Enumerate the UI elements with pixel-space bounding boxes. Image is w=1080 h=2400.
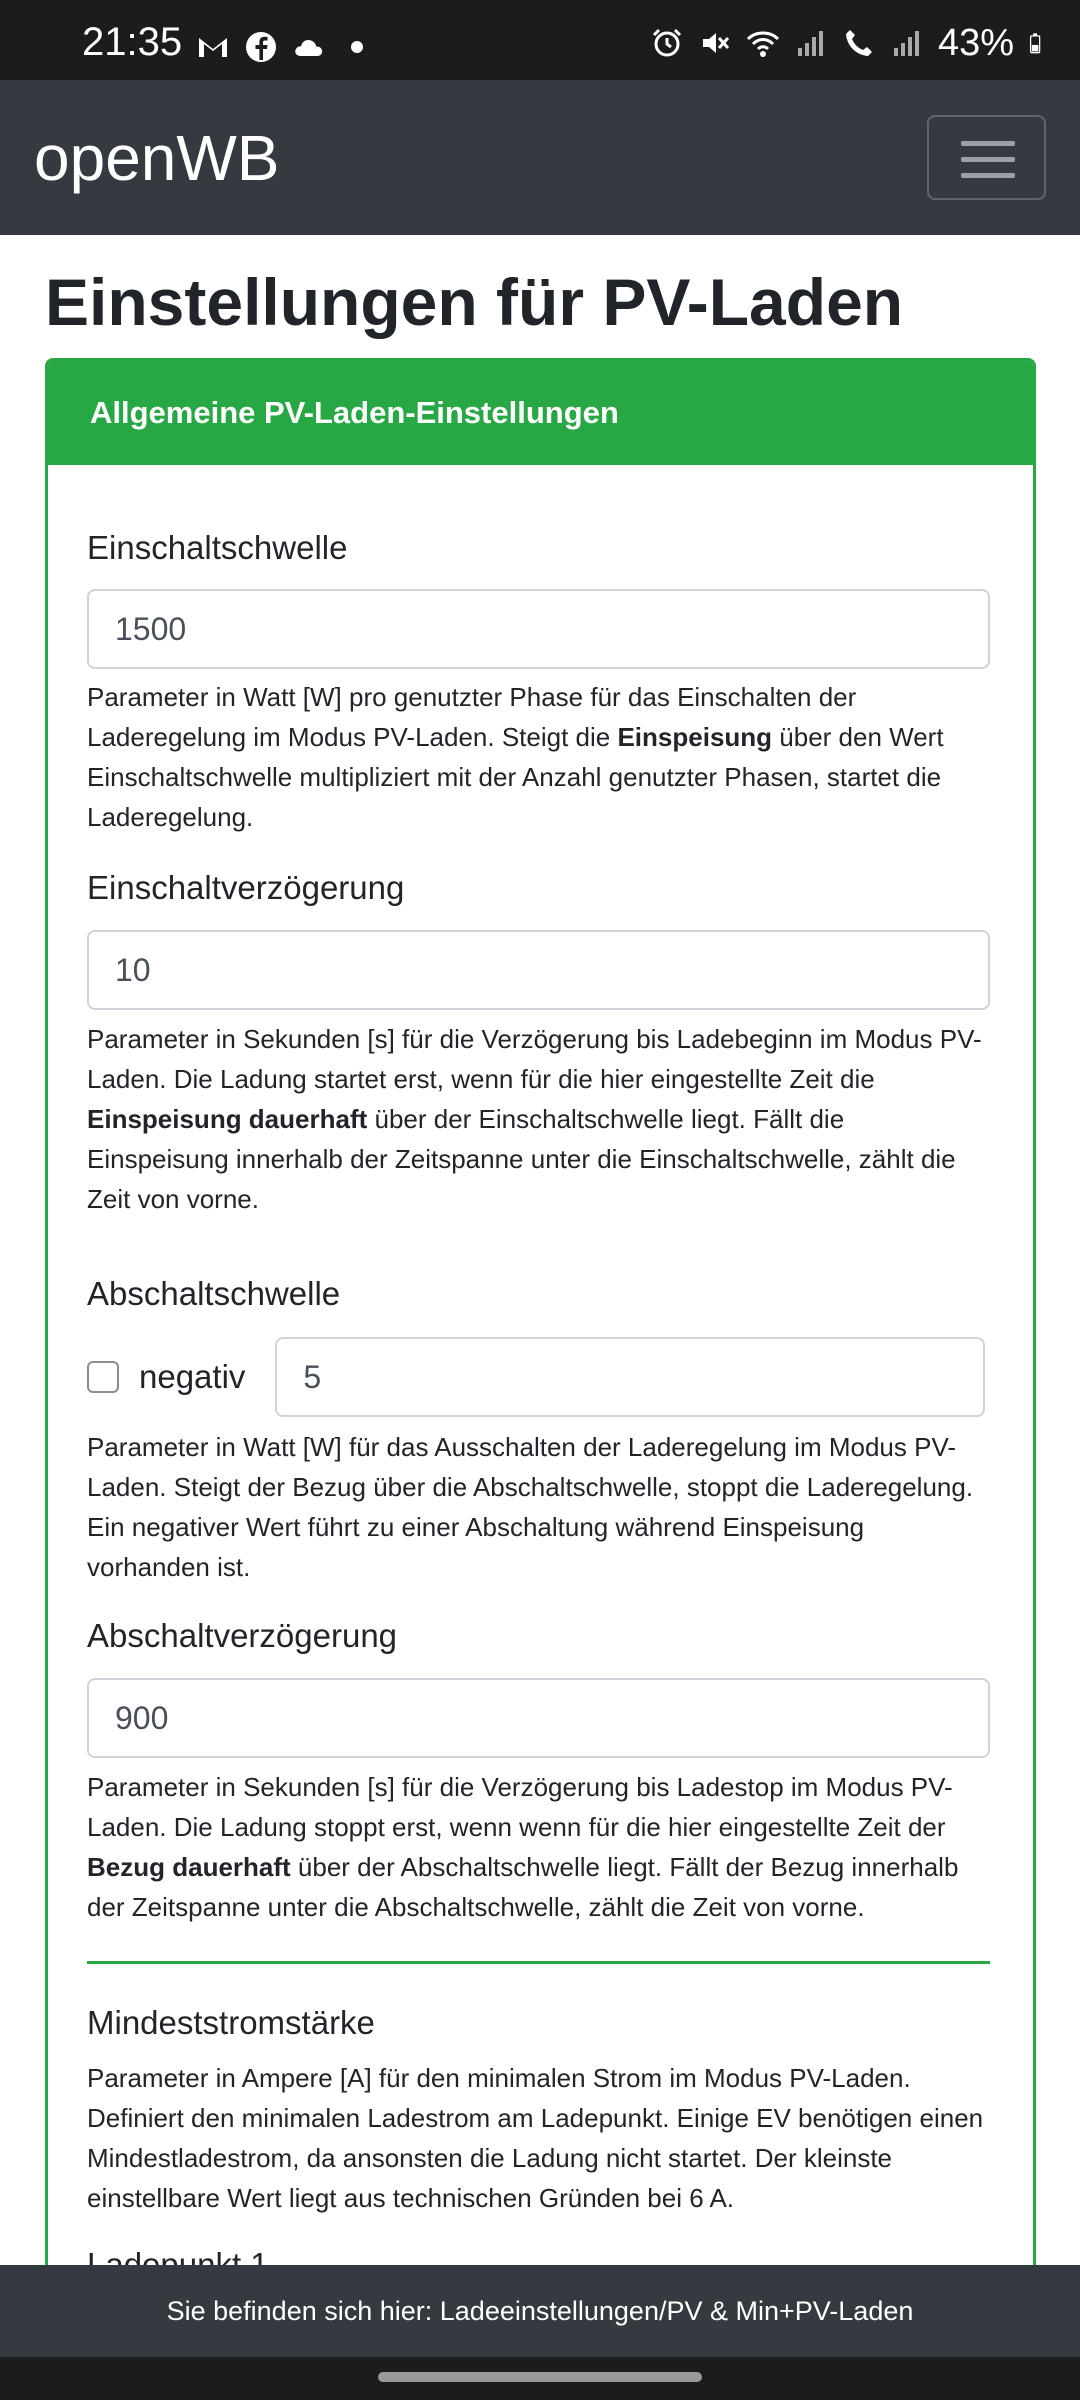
brand-logo[interactable]: openWB bbox=[34, 122, 280, 194]
einschaltverzoegerung-input-wrap bbox=[87, 930, 990, 1010]
wifi-icon bbox=[746, 26, 780, 60]
system-icons bbox=[650, 24, 1050, 62]
abschaltschwelle-group bbox=[87, 1274, 990, 1314]
negativ-checkbox[interactable] bbox=[87, 1361, 119, 1393]
mindeststromstaerke-help: Parameter in Ampere [A] für den minimalen Strom im Modus PV-Laden. Definiert den minimalen Ladestrom am Ladepunkt. Einige EV benötigen einen Mindestladestrom, da ansonsten die Ladung nicht startet. Der kleinste einstellbare Wert liegt aus technischen Gründen bei 6 A. bbox=[87, 2063, 984, 2213]
abschaltverzoegerung-input[interactable] bbox=[87, 1678, 990, 1758]
page-title: Einstellungen für PV-Laden bbox=[45, 265, 904, 339]
einschaltverzoegerung-group bbox=[87, 868, 990, 908]
battery-icon bbox=[1028, 26, 1050, 60]
abschaltschwelle-input[interactable] bbox=[275, 1337, 985, 1417]
top-navbar bbox=[0, 80, 1080, 235]
einschaltverzoegerung-help bbox=[87, 1019, 990, 1219]
facebook-icon bbox=[244, 30, 278, 64]
notification-icons bbox=[196, 30, 374, 64]
abschaltverzoegerung-label: Abschaltverzögerung bbox=[87, 1617, 398, 1654]
einschaltschwelle-label: Einschaltschwelle bbox=[87, 529, 348, 566]
help-text: Parameter in Sekunden [s] für die Verzögerung bis Ladebeginn im Modus PV-Laden. Die Ladung startet erst, wenn für die hier eingestellte Zeit die bbox=[87, 1024, 982, 1094]
abschaltverzoegerung-group bbox=[87, 1616, 990, 1656]
signal-icon-2 bbox=[890, 26, 924, 60]
help-text: Parameter in Sekunden [s] für die Verzögerung bis Ladestop im Modus PV-Laden. Die Ladung stoppt erst, wenn wenn für die hier eingestellte Zeit der bbox=[87, 1772, 953, 1842]
dot-icon bbox=[340, 30, 374, 64]
hamburger-icon-bottom bbox=[961, 173, 1015, 178]
wifi-call-icon bbox=[842, 26, 876, 60]
section-divider bbox=[87, 1961, 990, 1964]
einschaltschwelle-input[interactable] bbox=[87, 589, 990, 669]
einschaltschwelle-input-wrap bbox=[87, 589, 990, 669]
mindeststromstaerke-label: Mindeststromstärke bbox=[87, 2004, 375, 2041]
breadcrumb-footer: Sie befinden sich hier: Ladeeinstellungen/PV & Min+PV-Laden bbox=[0, 2265, 1080, 2357]
hamburger-icon-middle bbox=[961, 157, 1015, 162]
status-time: 21:35 bbox=[82, 20, 183, 64]
card-header: Allgemeine PV-Laden-Einstellungen bbox=[48, 361, 1033, 465]
abschaltschwelle-help: Parameter in Watt [W] für das Ausschalten der Laderegelung im Modus PV-Laden. Steigt der Bezug über die Abschaltschwelle, stoppt die Laderegelung. Ein negativer Wert führt zu einer Abschaltung während Einspeisung vorhanden ist. bbox=[87, 1432, 974, 1582]
help-text: über den Wert Einschaltschwelle multipliziert mit der Anzahl genutzter Phasen, startet die Laderegelung. bbox=[87, 722, 944, 832]
einschaltverzoegerung-input[interactable] bbox=[87, 930, 990, 1010]
mindeststromstaerke-group bbox=[87, 2003, 990, 2043]
help-text: über der Abschaltschwelle liegt. Fällt der Bezug innerhalb der Zeitspanne unter die Abschaltschwelle, zählt die Zeit von vorne. bbox=[87, 1852, 959, 1922]
hamburger-icon bbox=[961, 141, 1015, 146]
abschaltverzoegerung-help bbox=[87, 1767, 990, 1927]
alarm-icon bbox=[650, 26, 684, 60]
help-bold: Einspeisung dauerhaft bbox=[87, 1104, 368, 1134]
negativ-checkbox-label[interactable]: negativ bbox=[139, 1358, 246, 1395]
mute-icon bbox=[698, 26, 732, 60]
status-bar bbox=[0, 0, 1080, 80]
menu-toggle-button[interactable] bbox=[927, 115, 1046, 200]
einschaltverzoegerung-label: Einschaltverzögerung bbox=[87, 869, 405, 906]
system-nav-bar bbox=[0, 2357, 1080, 2400]
abschaltschwelle-row bbox=[87, 1337, 990, 1417]
battery-percentage: 43% bbox=[937, 22, 1014, 64]
abschaltverzoegerung-input-wrap bbox=[87, 1678, 990, 1758]
help-bold: Einspeisung bbox=[617, 722, 773, 752]
gmail-icon bbox=[196, 30, 230, 64]
signal-icon bbox=[794, 26, 828, 60]
einschaltschwelle-help bbox=[87, 677, 990, 837]
help-text: über der Einschaltschwelle liegt. Fällt die Einspeisung innerhalb der Zeitspanne unter die Einschaltschwelle, zählt die Zeit von vorne. bbox=[87, 1104, 956, 1214]
einschaltschwelle-group bbox=[87, 528, 990, 568]
help-bold: Bezug dauerhaft bbox=[87, 1852, 291, 1882]
cloud-icon bbox=[292, 30, 326, 64]
help-text: Parameter in Watt [W] pro genutzter Phase für das Einschalten der Laderegelung im Modus PV-Laden. Steigt die bbox=[87, 682, 857, 752]
home-indicator[interactable] bbox=[378, 2372, 702, 2382]
abschaltschwelle-label: Abschaltschwelle bbox=[87, 1275, 341, 1312]
